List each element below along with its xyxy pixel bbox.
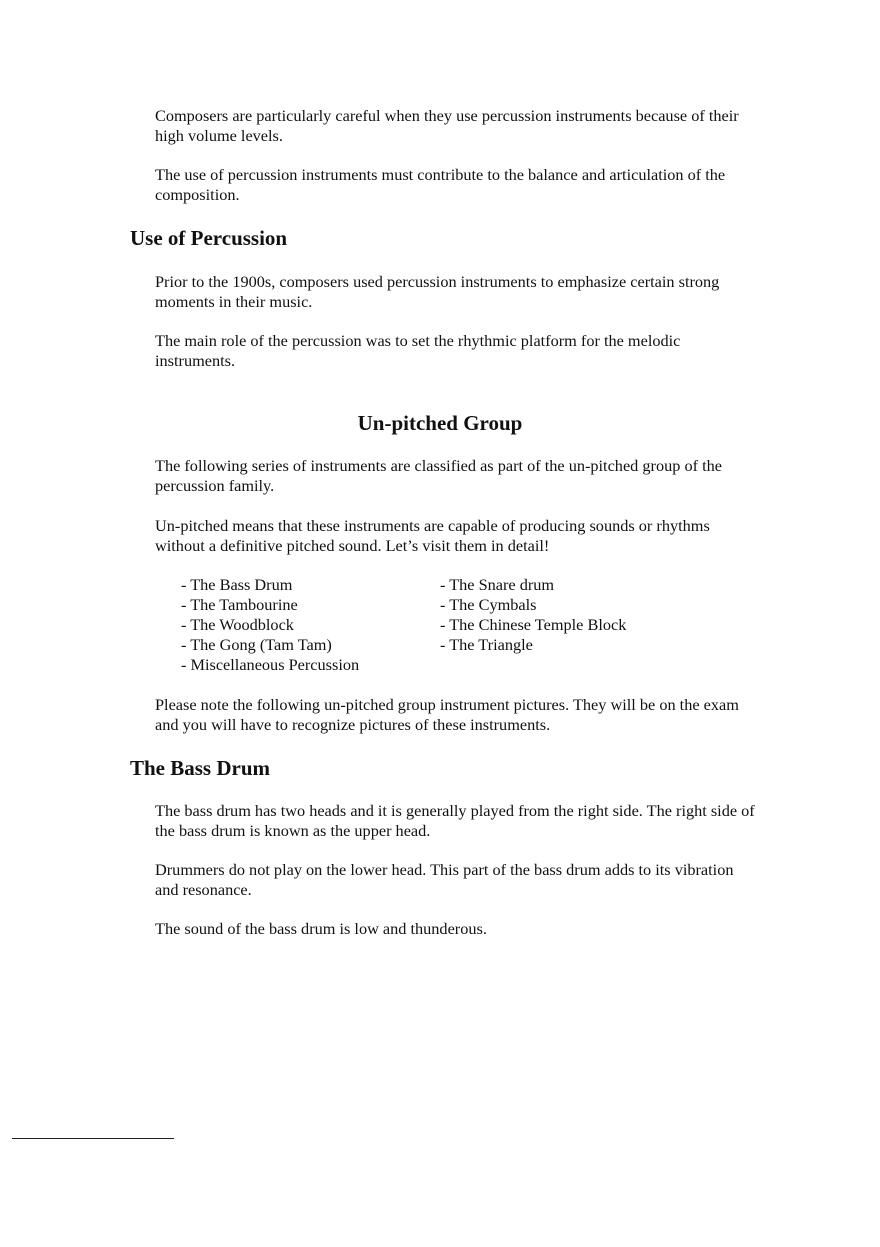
intro-paragraph-2: The use of percussion instruments must contribute to the balance and articulation of the composition. bbox=[155, 165, 726, 204]
list-item: - The Chinese Temple Block bbox=[440, 615, 627, 634]
unpitched-paragraph-3: Please note the following un-pitched group instrument pictures. They will be on the exam and you will have to recognize pictures of these instruments. bbox=[155, 695, 739, 734]
instrument-list-right bbox=[440, 575, 626, 655]
unpitched-paragraph-2: Un-pitched means that these instruments are capable of producing sounds or rhythms without a definitive pitched sound. Let’s visit them in detail! bbox=[155, 516, 710, 555]
unpitched-paragraph-1: The following series of instruments are classified as part of the un-pitched group of the percussion family. bbox=[155, 456, 722, 495]
list-item: - The Cymbals bbox=[440, 595, 537, 614]
list-item: - The Tambourine bbox=[181, 595, 298, 614]
list-item: - Miscellaneous Percussion bbox=[181, 655, 360, 674]
intro-paragraph-1: Composers are particularly careful when they use percussion instruments because of their high volume levels. bbox=[155, 106, 739, 145]
list-item: - The Bass Drum bbox=[181, 575, 293, 594]
instrument-list-left bbox=[181, 575, 359, 675]
bass-drum-paragraph-3: The sound of the bass drum is low and thunderous. bbox=[155, 919, 487, 938]
list-item: - The Triangle bbox=[440, 635, 533, 654]
use-of-percussion-heading: Use of Percussion bbox=[130, 226, 288, 250]
unpitched-group-heading: Un-pitched Group bbox=[357, 411, 523, 435]
footnote-separator bbox=[12, 1138, 174, 1139]
use-of-percussion-paragraph-2: The main role of the percussion was to set the rhythmic platform for the melodic instruments. bbox=[155, 331, 681, 370]
use-of-percussion-paragraph-1: Prior to the 1900s, composers used percussion instruments to emphasize certain strong moments in their music. bbox=[155, 272, 720, 311]
bass-drum-paragraph-1: The bass drum has two heads and it is generally played from the right side. The right side of the bass drum is known as the upper head. bbox=[155, 801, 755, 840]
list-item: - The Woodblock bbox=[181, 615, 294, 634]
list-item: - The Gong (Tam Tam) bbox=[181, 635, 332, 654]
bass-drum-paragraph-2: Drummers do not play on the lower head. This part of the bass drum adds to its vibration and resonance. bbox=[155, 860, 734, 899]
bass-drum-heading: The Bass Drum bbox=[130, 756, 271, 780]
list-item: - The Snare drum bbox=[440, 575, 555, 594]
